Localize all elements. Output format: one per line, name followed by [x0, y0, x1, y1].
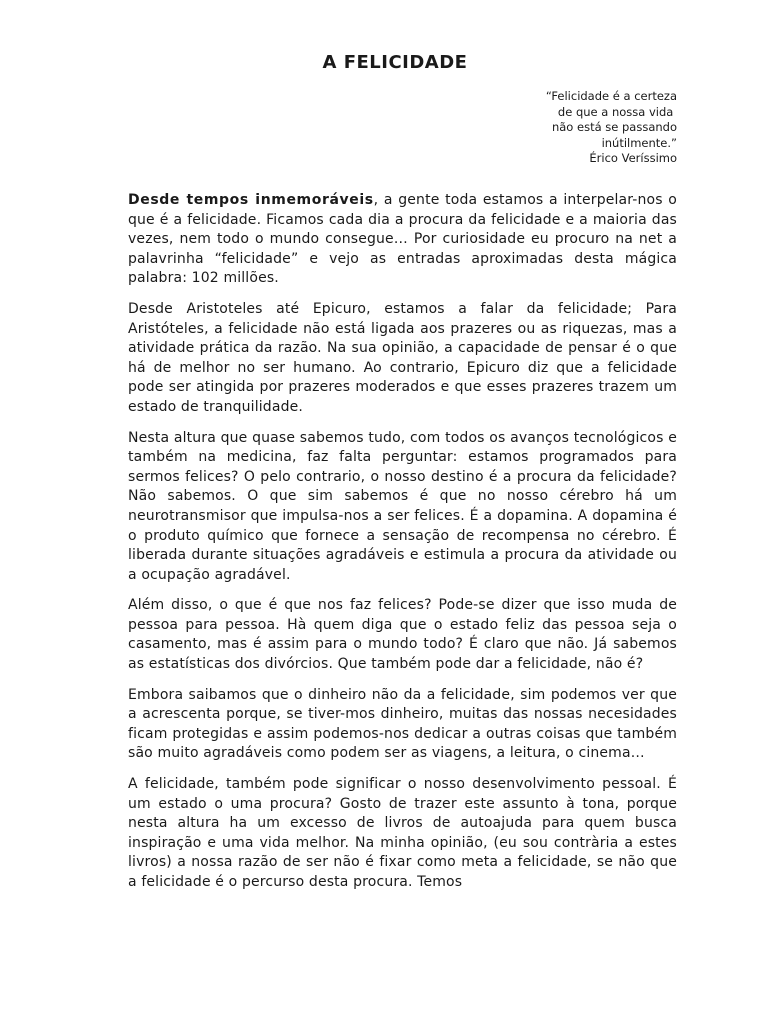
article-body [128, 191, 677, 904]
epigraph-author: Érico Veríssimo [589, 151, 677, 165]
page-title: A FELICIDADE [322, 52, 468, 73]
paragraph-4: Além disso, o que é que nos faz felices? Pode-se dizer que isso muda de pessoa para pessoa. Hà quem diga que o estado feliz das pessoa seja o casamento, mas é assim para o mundo todo? É claro que não. Já sabemos as estatísticas dos divórcios. Que também pode dar a felicidade, não é? [128, 597, 677, 673]
paragraph-5: Embora saibamos que o dinheiro não da a felicidade, sim podemos ver que a acrescenta porque, se tiver-mos dinheiro, muitas das nossas necesidades ficam protegidas e assim podemos-nos dedicar a outras coisas que também são muito agradáveis como podem ser as viagens, a leitura, o cinema… [128, 686, 677, 762]
paragraph-2: Desde Aristoteles até Epicuro, estamos a falar da felicidade; Para Aristóteles, a felicidade não está ligada aos prazeres ou as riquezas, mas a atividade prática da razão. Na sua opinião, a capacidade de pensar é o que há de melhor no ser humano. Ao contrario, Epicuro diz que a felicidade pode ser atingida por prazeres moderados e que esses prazeres trazem um estado de tranquilidade. [128, 300, 677, 415]
paragraph-1 [128, 191, 677, 289]
epigraph-line: “Felicidade é a certeza [545, 89, 677, 103]
paragraph-3: Nesta altura que quase sabemos tudo, com todos os avanços tecnológicos e também na medicina, faz falta perguntar: estamos programados para sermos felices? O pelo contrario, o nosso destino é a procura da felicidade? Não sabemos. O que sim sabemos é que no nosso cérebro há um neurotransmisor que impulsa-nos a ser felices. É a dopamina. A dopamina é o produto químico que fornece a sensação de recompensa no cérebro. É liberada durante situações agradáveis e estimula a procura da atividade ou a ocupação agradável. [128, 429, 677, 583]
epigraph-quote [417, 89, 677, 167]
paragraph-text: , a gente toda estamos a interpelar-nos o que é a felicidade. Ficamos cada dia a procura da felicidade e a maioria das vezes, nem todo o mundo consegue… Por curiosidade eu procuro na net a palavrinha “felicidade” e vejo as entradas aproximadas desta mágica palabra: 102 millões. [128, 192, 677, 287]
epigraph-line: inútilmente.” [601, 135, 677, 150]
paragraph-lead: Desde tempos inmemoráveis [128, 192, 374, 208]
paragraph-6: A felicidade, também pode significar o nosso desenvolvimento pessoal. É um estado o uma procura? Gosto de trazer este assunto à tona, porque nesta altura ha um excesso de livros de autoajuda para quem busca inspiração e uma vida melhor. Na minha opinião, (eu sou contrària a estes livros) a nossa razão de ser não é fixar como meta a felicidade, se não que a felicidade é o percurso desta procura. Temos [128, 776, 677, 890]
epigraph-line: não está se passando [551, 120, 677, 134]
epigraph-line: de que a nossa vida [557, 104, 677, 119]
